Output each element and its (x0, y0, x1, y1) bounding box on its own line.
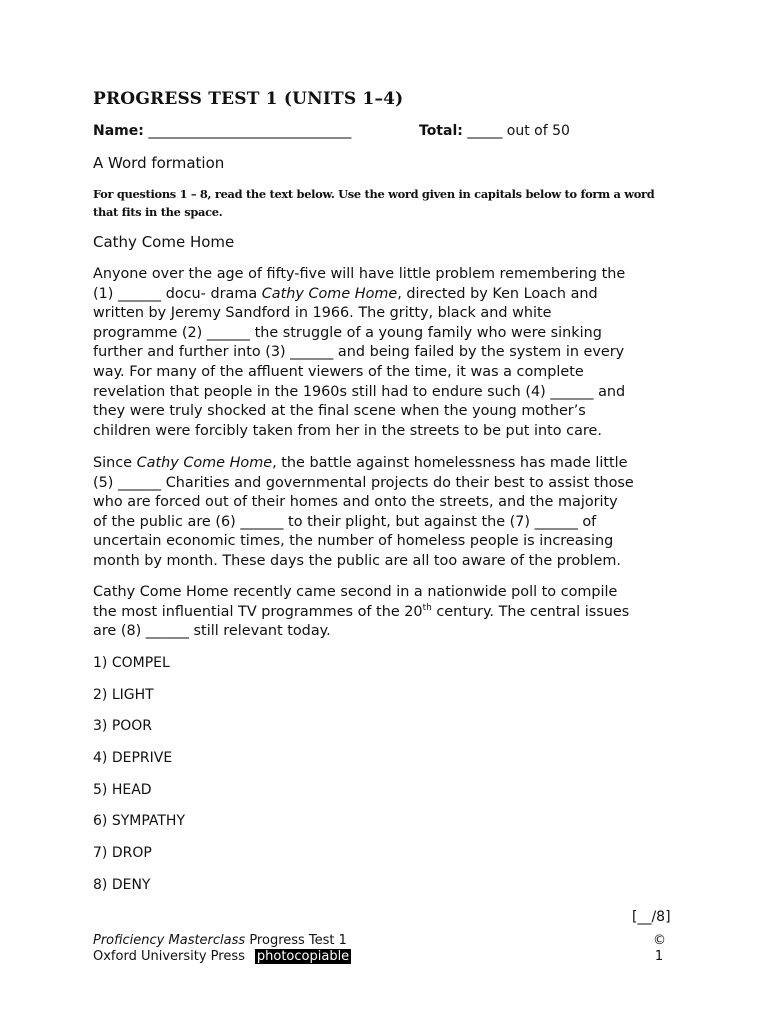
italic-title: Cathy Come Home (261, 285, 398, 302)
copyright-block (653, 933, 665, 964)
paragraph-line: month by month. These days the public are all too aware of the problem. (93, 552, 621, 569)
paragraph-2 (93, 454, 683, 572)
paragraph-line: are (8) ______ still relevant today. (93, 623, 331, 640)
publisher: Oxford University Press (93, 948, 245, 964)
paragraph-line: programme (2) ______ the struggle of a young family who were sinking (93, 324, 602, 341)
paragraph-line: children were forcibly taken from her in the streets to be put into care. (93, 422, 602, 439)
page-footer (93, 933, 673, 964)
paragraph-line: uncertain economic times, the number of homeless people is increasing (93, 533, 614, 550)
name-total-row (93, 123, 733, 139)
name-blank: _____________________________ (148, 123, 352, 139)
book-title: Proficiency Masterclass (93, 933, 246, 948)
footer-publisher-line (93, 949, 673, 965)
section-score: [__/8] (632, 909, 671, 925)
paragraph-line: Cathy Come Home recently came second in a nationwide poll to compile (93, 584, 618, 600)
instructions: For questions 1 – 8, read the text below. Use the word given in capitals below to form a word that fits in the space. (93, 187, 655, 219)
list-item: 6) SYMPATHY (93, 813, 186, 830)
list-item: 8) DENY (93, 876, 151, 893)
italic-title: Cathy Come Home (136, 455, 273, 471)
list-item: 7) DROP (93, 845, 152, 862)
page-title: PROGRESS TEST 1 (UNITS 1–4) (93, 89, 404, 109)
answer-word-list (93, 654, 185, 908)
paragraph-1 (93, 265, 683, 441)
total-blank: _____ (467, 123, 503, 139)
page-number: 1 (654, 948, 664, 964)
paragraph-line: written by Jeremy Sandford in 1966. The gritty, black and white (93, 305, 552, 322)
paragraph-line: revelation that people in the 1960s still had to endure such (4) ______ and (93, 383, 626, 400)
paragraph-line: Anyone over the age of fifty-five will have little problem remembering the (93, 266, 626, 282)
paragraph-3 (93, 583, 683, 642)
paragraph-line: further and further into (3) ______ and being failed by the system in every (93, 344, 625, 361)
paragraph-line: (1) ______ docu- drama Cathy Come Home, directed by Ken Loach and (93, 285, 598, 302)
text-title: Cathy Come Home (93, 233, 235, 251)
list-item: 5) HEAD (93, 781, 152, 798)
paragraph-line: they were truly shocked at the final scene when the young mother’s (93, 403, 586, 420)
total-field (419, 123, 570, 139)
list-item: 4) DEPRIVE (93, 750, 173, 767)
total-label: Total: (419, 123, 463, 139)
section-heading: A Word formation (93, 154, 225, 172)
name-label: Name: (93, 123, 144, 139)
paragraph-line: (5) ______ Charities and governmental projects do their best to assist those (93, 474, 634, 491)
paragraph-line: of the public are (6) ______ to their plight, but against the (7) ______ of (93, 513, 597, 530)
book-subtitle: Progress Test 1 (245, 933, 347, 948)
footer-book-line (93, 933, 673, 949)
paragraph-line: way. For many of the affluent viewers of the time, it was a complete (93, 363, 584, 380)
copyright-symbol: © (653, 933, 666, 948)
total-suffix: out of 50 (506, 123, 570, 139)
paragraph-line: the most influential TV programmes of the 20th century. The central issues (93, 602, 630, 620)
paragraph-line: Since Cathy Come Home, the battle against homelessness has made little (93, 455, 628, 471)
list-item: 1) COMPEL (93, 655, 170, 671)
paragraph-line: who are forced out of their homes and onto the streets, and the majority (93, 494, 618, 511)
list-item: 3) POOR (93, 718, 153, 735)
superscript: th (422, 602, 432, 613)
photocopiable-badge: photocopiable (256, 948, 350, 964)
list-item: 2) LIGHT (93, 686, 154, 703)
